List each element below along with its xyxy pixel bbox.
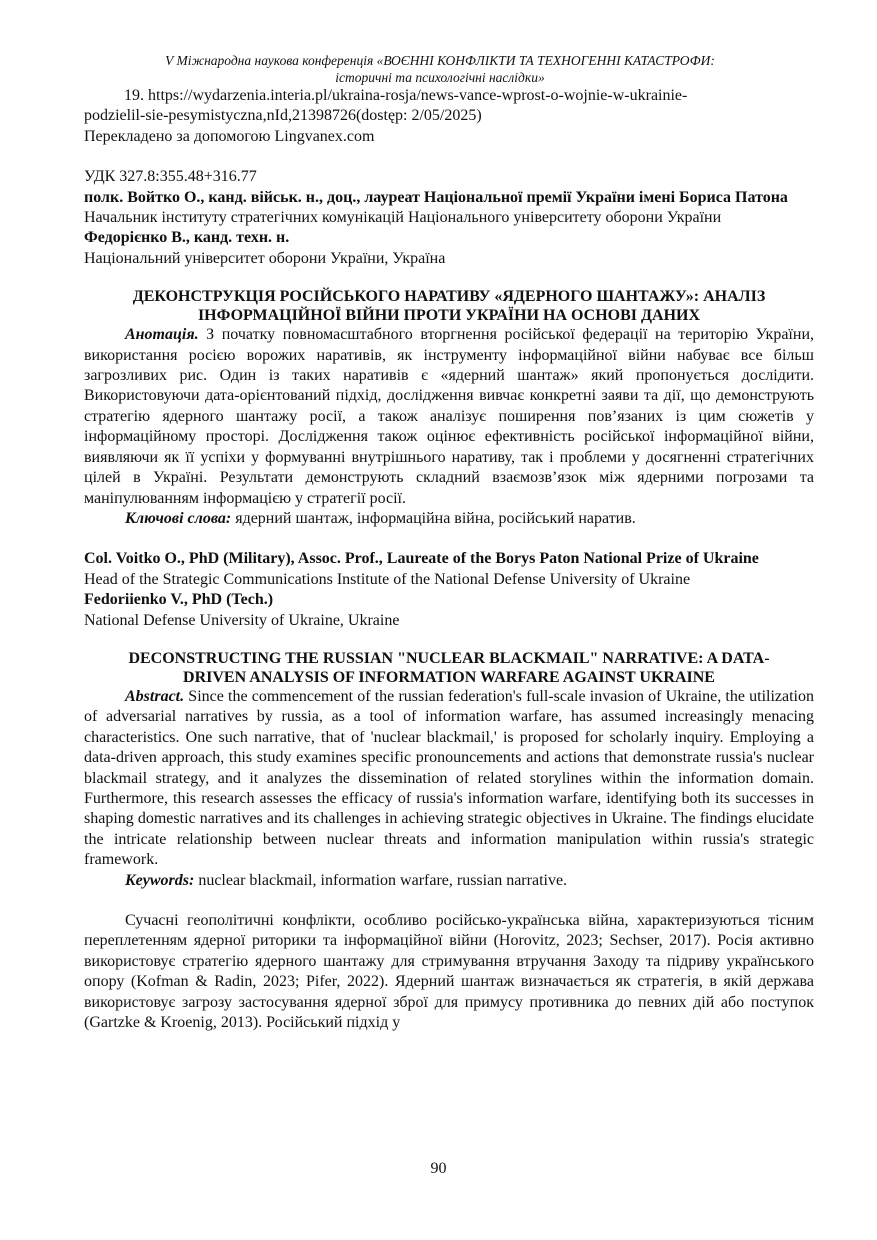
keywords-ua bbox=[84, 509, 814, 529]
author1-name-ua: полк. Войтко О., канд. військ. н., доц., лауреат Національної премії України імені Бориса Патона bbox=[84, 188, 788, 206]
body-paragraph: Сучасні геополітичні конфлікти, особливо російсько-українська війна, характеризуються тісним переплетенням ядерної риторики та інформаційної війни (Horovitz, 2023; Sechser, 2017). Росія активно використовує стратегію ядерного шантажу для стримування втручання Заходу та підриву українського опору (Kofman & Radin, 2023; Pifer, 2022). Ядерний шантаж визначається як стратегія, в якій держава використовує загрозу застосування ядерної зброї для примусу противника до певних дій або поступок (Gartzke & Kroenig, 2013). Російський підхід у bbox=[84, 912, 814, 1032]
abstract-en bbox=[84, 687, 814, 871]
paper-title-en-line2: DRIVEN ANALYSIS OF INFORMATION WARFARE AGAINST UKRAINE bbox=[183, 668, 715, 686]
keywords-en-text: nuclear blackmail, information warfare, russian narrative. bbox=[194, 871, 568, 889]
page-number: 90 bbox=[430, 1160, 447, 1177]
reference-url-line1[interactable]: https://wydarzenia.interia.pl/ukraina-rosja/news-vance-wprost-o-wojnie-w-ukrainie- bbox=[148, 87, 688, 104]
author2-name-en: Fedoriienko V., PhD (Tech.) bbox=[84, 591, 274, 609]
keywords-ua-label: Ключові слова: bbox=[125, 509, 232, 527]
author2-name-ua: Федорієнко В., канд. техн. н. bbox=[84, 229, 290, 247]
running-head-line2: історичні та психологічні наслідки» bbox=[335, 70, 545, 85]
reference-url-line2: podzielil-sie-pesymistyczna,nId,21398726(dostęp: 2/05/2025) bbox=[84, 107, 482, 125]
author1-affiliation-en: Head of the Strategic Communications Institute of the National Defense University of Ukraine bbox=[84, 570, 691, 588]
translation-note: Перекладено за допомогою Lingvanex.com bbox=[84, 127, 375, 145]
paper-title-ua-line2: ІНФОРМАЦІЙНОЇ ВІЙНИ ПРОТИ УКРАЇНИ НА ОСНОВІ ДАНИХ bbox=[197, 307, 701, 325]
abstract-en-text: Since the commencement of the russian federation's full-scale invasion of Ukraine, the utilization of adversarial narratives by russia, as a tool of information warfare, has assumed increasingly menacing characteristics. One such narrative, that of 'nuclear blackmail,' is proposed for scholarly inquiry. Employing a data-driven approach, this study examines specific pronouncements and actions that demonstrate russia's nuclear blackmail strategy, and it analyzes the dissemination of related storylines within the information domain. Furthermore, this research assesses the efficacy of russia's information warfare, identifying both its successes in shaping domestic narratives and its challenges in achieving strategic objectives in Ukraine. The findings elucidate the intricate relationship between nuclear threats and information manipulation within russia's strategic framework. bbox=[84, 687, 814, 869]
keywords-en-label: Keywords: bbox=[125, 871, 195, 889]
reference-number: 19. bbox=[124, 87, 144, 104]
author1-affiliation-ua: Начальник інституту стратегічних комунікацій Національного університету оборони України bbox=[84, 209, 722, 227]
paper-title-ua bbox=[84, 287, 814, 325]
running-head bbox=[90, 52, 790, 86]
main-content bbox=[84, 86, 814, 1033]
paper-title-en bbox=[84, 649, 814, 687]
abstract-en-label: Abstract. bbox=[125, 687, 185, 705]
udc-code: УДК 327.8:355.48+316.77 bbox=[84, 168, 257, 186]
paper-title-en-line1: DECONSTRUCTING THE RUSSIAN "NUCLEAR BLACKMAIL" NARRATIVE: A DATA- bbox=[128, 649, 770, 667]
abstract-ua bbox=[84, 325, 814, 509]
running-head-line1: V Міжнародна наукова конференція «ВОЄННІ КОНФЛІКТИ ТА ТЕХНОГЕННІ КАТАСТРОФИ: bbox=[165, 53, 715, 68]
keywords-en bbox=[84, 871, 814, 891]
keywords-ua-text: ядерний шантаж, інформаційна війна, російський наратив. bbox=[231, 509, 636, 527]
author1-name-en: Col. Voitko O., PhD (Military), Assoc. Prof., Laureate of the Borys Paton National Prize of Ukraine bbox=[84, 550, 759, 568]
paper-title-ua-line1: ДЕКОНСТРУКЦІЯ РОСІЙСЬКОГО НАРАТИВУ «ЯДЕРНОГО ШАНТАЖУ»: АНАЛІЗ bbox=[132, 288, 766, 306]
reference-entry bbox=[84, 86, 814, 106]
abstract-ua-label: Анотація. bbox=[125, 326, 199, 344]
author2-affiliation-ua: Національний університет оборони України, Україна bbox=[84, 249, 446, 267]
author2-affiliation-en: National Defense University of Ukraine, Ukraine bbox=[84, 611, 400, 629]
abstract-ua-text: З початку повномасштабного вторгнення російської федерації на територію України, використання росією ворожих наративів, як інструменту інформаційної війни набуває все більш загрозливих рис. Один із таких наративів є «ядерний шантаж» який пропонується дослідити. Використовуючи дата-орієнтований підхід, дослідження вивчає конкретні заяви та дії, що демонструють стратегію ядерного шантажу росії, а також аналізує поширення пов’язаних із цим сюжетів у інформаційному просторі. Дослідження також оцінює ефективність російської інформаційної війни, виявляючи як її успіхи у формуванні внутрішнього наративу, так і проблеми у досягненні стратегічних цілей в Україні. Результати демонструють складний взаємозв’язок між ядерними погрозами та маніпулюванням інформацією у стратегії росії. bbox=[84, 326, 814, 507]
